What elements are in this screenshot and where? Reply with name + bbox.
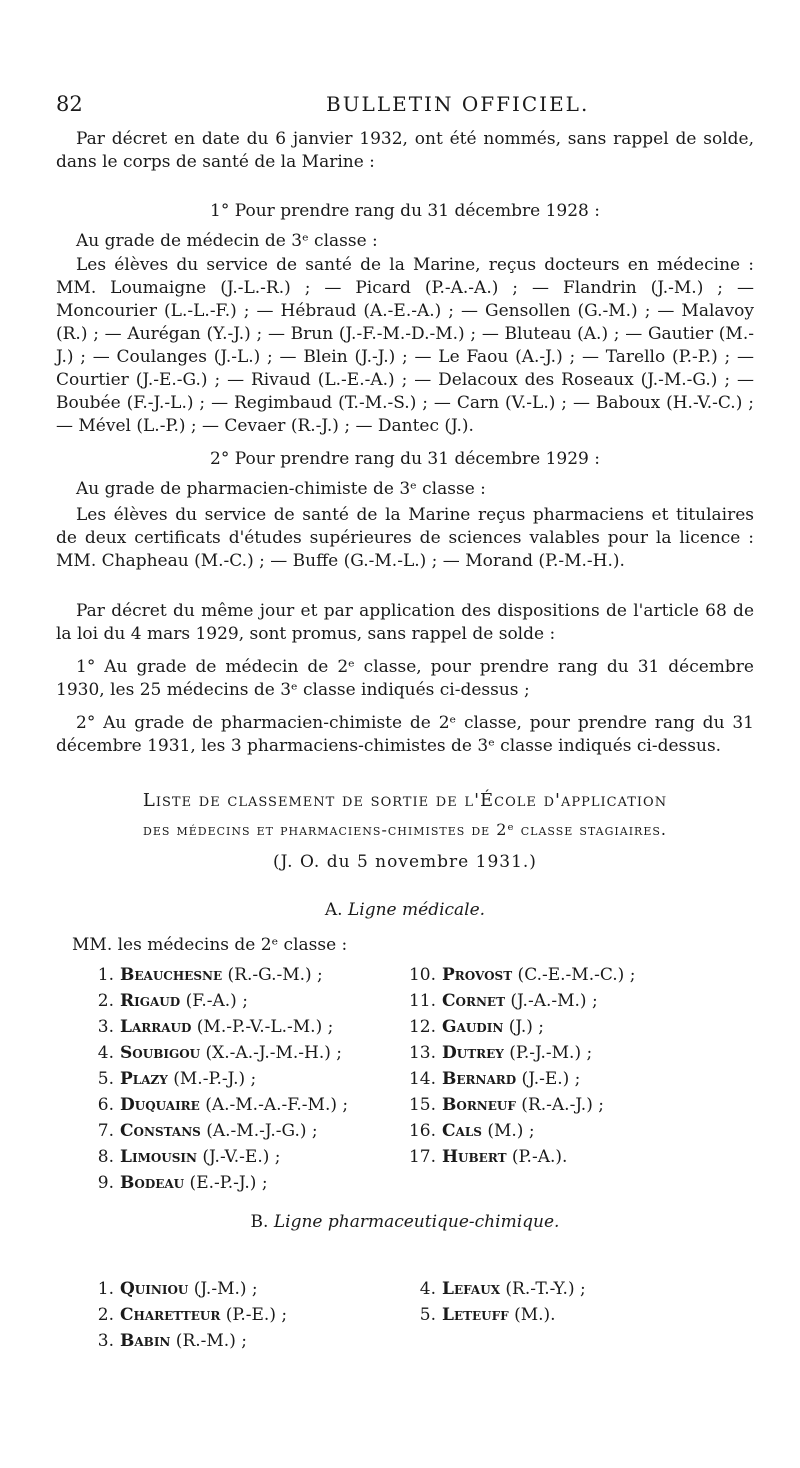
surname: Babin [120, 1331, 171, 1351]
decree1-intro: Par décret en date du 6 janvier 1932, ont été nommés, sans rappel de solde, dans le corps de santé de la Marine : [56, 129, 754, 172]
list-item [78, 1118, 348, 1144]
list-title-line2: des médecins et pharmaciens-chimistes de 2ᵉ classe stagiaires. [143, 820, 667, 839]
initials: (J.-V.-E.) ; [197, 1147, 281, 1167]
list-item [400, 988, 635, 1014]
rank-number: 17. [408, 1147, 436, 1167]
rank-number: 4. [97, 1043, 114, 1063]
section-b-title: Ligne pharmaceutique-chimique. [273, 1212, 560, 1232]
rank-number: 11. [408, 991, 436, 1011]
list-item [78, 1144, 348, 1170]
section-a-letter: A. [324, 900, 343, 920]
rank-number: 1. [97, 965, 114, 985]
surname: Bodeau [120, 1173, 185, 1193]
rank-number: 2. [97, 991, 114, 1011]
section-a-heading [56, 900, 754, 920]
surname: Cals [442, 1121, 482, 1141]
decree2-item2: 2° Au grade de pharmacien-chimiste de 2ᵉ classe, pour prendre rang du 31 décembre 1931, les 3 pharmaciens-chimistes de 3ᵉ classe indiqués ci-dessus. [56, 713, 754, 756]
rank-number: 3. [97, 1331, 114, 1351]
list-item [78, 1014, 348, 1040]
initials: (R.-T.-Y.) ; [500, 1279, 586, 1299]
decree2-intro: Par décret du même jour et par application des dispositions de l'article 68 de la loi du 4 mars 1929, sont promus, sans rappel de solde : [56, 601, 754, 644]
page-header [56, 92, 756, 122]
decree1-sub1-grade: Au grade de médecin de 3ᵉ classe : [76, 231, 378, 251]
surname: Hubert [442, 1147, 507, 1167]
surname: Duquaire [120, 1095, 200, 1115]
initials: (A.-M.-A.-F.-M.) ; [199, 1095, 349, 1115]
surname: Larraud [120, 1017, 192, 1037]
initials: (J.-A.-M.) ; [505, 991, 598, 1011]
rank-number: 14. [408, 1069, 436, 1089]
surname: Lefaux [442, 1279, 501, 1299]
list-item [78, 1302, 287, 1328]
rank-number: 7. [97, 1121, 114, 1141]
initials: (R.-M.) ; [170, 1331, 247, 1351]
list-item [78, 1328, 287, 1354]
surname: Beauchesne [120, 965, 223, 985]
initials: (J.-M.) ; [188, 1279, 258, 1299]
rank-number: 3. [97, 1017, 114, 1037]
surname: Bernard [442, 1069, 517, 1089]
surname: Constans [120, 1121, 201, 1141]
surname: Charetteur [120, 1305, 221, 1325]
running-title: BULLETIN OFFICIEL. [326, 92, 590, 116]
section-b-heading [56, 1212, 754, 1232]
list-item [78, 1066, 348, 1092]
rank-number: 8. [97, 1147, 114, 1167]
list-item [78, 1276, 287, 1302]
list-item [400, 1014, 635, 1040]
rank-number: 6. [97, 1095, 114, 1115]
rank-number: 5. [97, 1069, 114, 1089]
surname: Quiniou [120, 1279, 189, 1299]
surname: Borneuf [442, 1095, 516, 1115]
surname: Leteuff [442, 1305, 509, 1325]
initials: (P.-E.) ; [220, 1305, 288, 1325]
rank-number: 9. [97, 1173, 114, 1193]
section-b-right-column [400, 1276, 586, 1328]
list-item [400, 1040, 635, 1066]
section-a-intro: MM. les médecins de 2ᵉ classe : [72, 935, 348, 955]
rank-number: 16. [408, 1121, 436, 1141]
initials: (J.-E.) ; [516, 1069, 581, 1089]
surname: Limousin [120, 1147, 198, 1167]
rank-number: 1. [97, 1279, 114, 1299]
list-item [78, 1040, 348, 1066]
rank-number: 12. [408, 1017, 436, 1037]
list-item [400, 1066, 635, 1092]
list-item [78, 962, 348, 988]
list-item [400, 1302, 586, 1328]
list-item [78, 1170, 348, 1196]
initials: (F.-A.) ; [180, 991, 248, 1011]
initials: (M.-P.-V.-L.-M.) ; [191, 1017, 334, 1037]
surname: Dutrey [442, 1043, 504, 1063]
rank-number: 15. [408, 1095, 436, 1115]
decree2-item1: 1° Au grade de médecin de 2ᵉ classe, pour prendre rang du 31 décembre 1930, les 25 médecins de 3ᵉ classe indiqués ci-dessus ; [56, 657, 754, 700]
list-item [400, 1118, 635, 1144]
list-item [78, 1092, 348, 1118]
initials: (C.-E.-M.-C.) ; [512, 965, 636, 985]
surname: Rigaud [120, 991, 181, 1011]
initials: (J.) ; [503, 1017, 544, 1037]
decree1-sub2-list: Les élèves du service de santé de la Marine reçus pharmaciens et titulaires de deux certificats d'études supérieures de sciences valables pour la licence : MM. Chapheau (M.-C.) ; — Buffe (G.-M.-L.) ; — Morand (P.-M.-H.). [56, 505, 754, 571]
initials: (M.). [508, 1305, 556, 1325]
initials: (X.-A.-J.-M.-H.) ; [200, 1043, 343, 1063]
list-title-line1: Liste de classement de sortie de l'École d'application [142, 790, 668, 811]
initials: (R.-G.-M.) ; [222, 965, 323, 985]
initials: (P.-A.). [506, 1147, 568, 1167]
list-item [400, 1092, 635, 1118]
decree1-sub1-list: Les élèves du service de santé de la Marine, reçus docteurs en médecine : MM. Loumaigne (J.-L.-R.) ; — Picard (P.-A.-A.) ; — Flandrin (J.-M.) ; — Moncourier (L.-L.-F.) ; — Hébraud (A.-E.-A.) ; — Gensollen (G.-M.) ; — Malavoy (R.) ; — Aurégan (Y.-J.) ; — Brun (J.-F.-M.-D.-M.) ; — Bluteau (A.) ; — Gautier (M.-J.) ; — Coulanges (J.-L.) ; — Blein (J.-J.) ; — Le Faou (A.-J.) ; — Tarello (P.-P.) ; — Courtier (J.-E.-G.) ; — Rivaud (L.-E.-A.) ; — Delacoux des Roseaux (J.-M.-G.) ; — Boubée (F.-J.-L.) ; — Regimbaud (T.-M.-S.) ; — Carn (V.-L.) ; — Baboux (H.-V.-C.) ; — Mével (L.-P.) ; — Cevaer (R.-J.) ; — Dantec (J.). [56, 255, 754, 436]
surname: Cornet [442, 991, 506, 1011]
list-item [78, 988, 348, 1014]
initials: (P.-J.-M.) ; [503, 1043, 593, 1063]
list-item [400, 1144, 635, 1170]
rank-number: 5. [419, 1305, 436, 1325]
decree1-sub2-heading: 2° Pour prendre rang du 31 décembre 1929 : [210, 449, 600, 469]
section-a-title: Ligne médicale. [348, 900, 486, 920]
surname: Soubigou [120, 1043, 201, 1063]
decree1-sub2-grade: Au grade de pharmacien-chimiste de 3ᵉ classe : [76, 479, 486, 499]
initials: (R.-A.-J.) ; [515, 1095, 604, 1115]
rank-number: 10. [408, 965, 436, 985]
rank-number: 4. [419, 1279, 436, 1299]
surname: Provost [442, 965, 513, 985]
rank-number: 2. [97, 1305, 114, 1325]
rank-number: 13. [408, 1043, 436, 1063]
surname: Gaudin [442, 1017, 504, 1037]
list-item [400, 1276, 586, 1302]
list-item [400, 962, 635, 988]
initials: (M.-P.-J.) ; [167, 1069, 257, 1089]
decree1-sub1-heading: 1° Pour prendre rang du 31 décembre 1928 : [210, 201, 600, 221]
list-source: (J. O. du 5 novembre 1931.) [273, 852, 537, 872]
initials: (M.) ; [481, 1121, 535, 1141]
surname: Plazy [120, 1069, 168, 1089]
section-b-letter: B. [250, 1212, 269, 1232]
section-a-left-column [78, 962, 348, 1196]
initials: (E.-P.-J.) ; [184, 1173, 268, 1193]
initials: (A.-M.-J.-G.) ; [200, 1121, 318, 1141]
page-number: 82 [56, 92, 83, 116]
section-a-right-column [400, 962, 635, 1170]
section-b-left-column [78, 1276, 287, 1354]
